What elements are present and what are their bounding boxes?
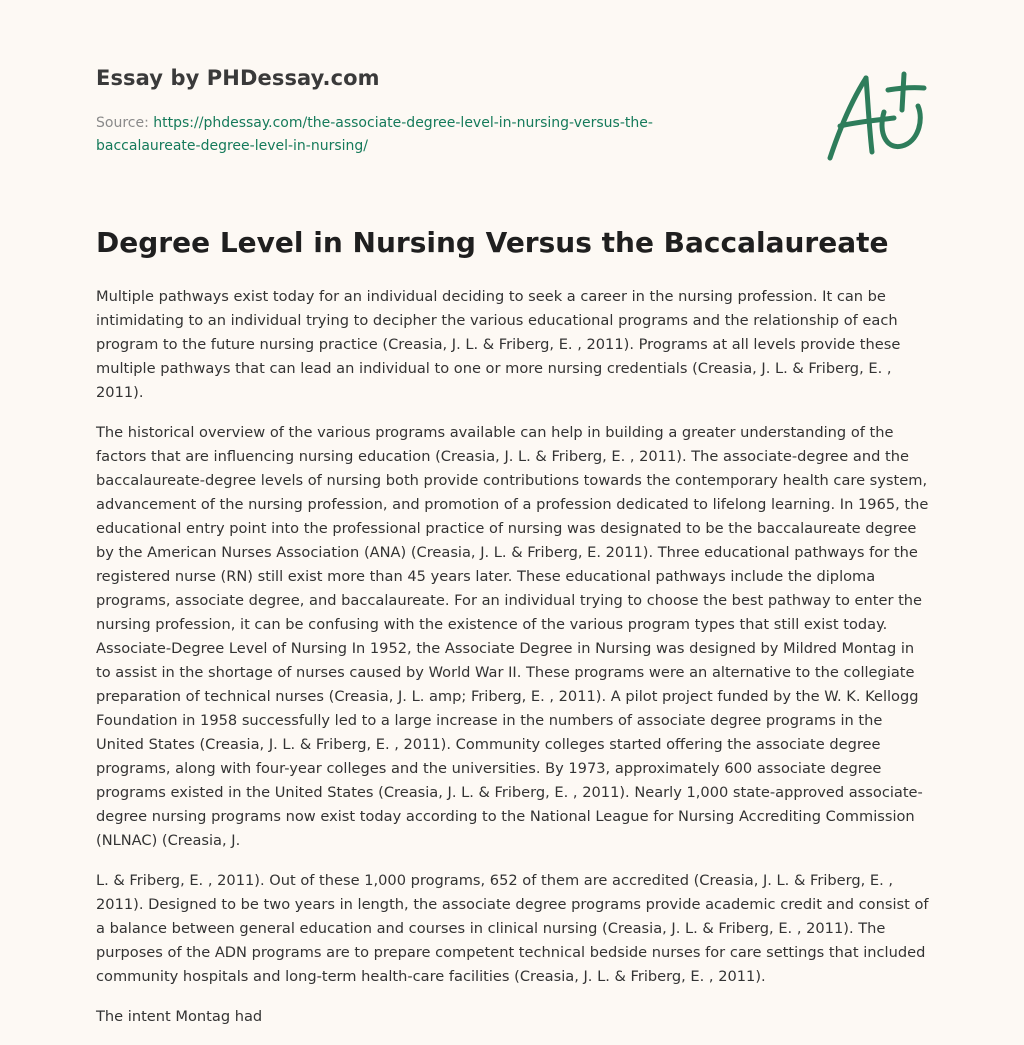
source-link[interactable]: https://phdessay.com/the-associate-degree-level-in-nursing-versus-the-baccalaureate-degree-level-in-nursing/ — [96, 115, 653, 154]
a-plus-logo-icon — [822, 66, 932, 166]
essay-body — [96, 285, 932, 1045]
paragraph: The historical overview of the various programs available can help in building a greater understanding of the factors that are influencing nursing education (Creasia, J. L. & Friberg, E. , 2011). The associate-degree and the baccalaureate-degree levels of nursing both provide contributions towards the contemporary health care system, advancement of the nursing profession, and promotion of a profession dedicated to lifelong learning. In 1965, the educational entry point into the professional practice of nursing was designated to be the baccalaureate degree by the American Nurses Association (ANA) (Creasia, J. L. & Friberg, E. 2011). Three educational pathways for the registered nurse (RN) still exist more than 45 years later. These educational pathways include the diploma programs, associate degree, and baccalaureate. For an individual trying to choose the best pathway to enter the nursing profession, it can be confusing with the existence of the various program types that still exist today. Associate-Degree Level of Nursing In 1952, the Associate Degree in Nursing was designed by Mildred Montag in to assist in the shortage of nurses caused by World War II. These programs were an alternative to the collegiate preparation of technical nurses (Creasia, J. L. amp; Friberg, E. , 2011). A pilot project funded by the W. K. Kellogg Foundation in 1958 successfully led to a large increase in the numbers of associate degree programs in the United States (Creasia, J. L. & Friberg, E. , 2011). Community colleges started offering the associate degree programs, along with four-year colleges and the universities. By 1973, approximately 600 associate degree programs existed in the United States (Creasia, J. L. & Friberg, E. , 2011). Nearly 1,000 state-approved associate-degree nursing programs now exist today according to the National League for Nursing Accrediting Commission (NLNAC) (Creasia, J. — [96, 424, 929, 849]
source-line — [96, 112, 736, 158]
paragraph: L. & Friberg, E. , 2011). Out of these 1,000 programs, 652 of them are accredited (Creasia, J. L. & Friberg, E. , 2011). Designed to be two years in length, the associate degree programs provide academic credit and consist of a balance between general education and courses in clinical nursing (Creasia, J. L. & Friberg, E. , 2011). The purposes of the ADN programs are to prepare competent technical bedside nurses for care settings that included community hospitals and long-term health-care facilities (Creasia, J. L. & Friberg, E. , 2011). — [96, 872, 929, 985]
source-label: Source: — [96, 115, 154, 131]
document-title: Degree Level in Nursing Versus the Baccalaureate — [96, 226, 889, 259]
site-title: Essay by PHDessay.com — [96, 66, 380, 90]
paragraph: Multiple pathways exist today for an individual deciding to seek a career in the nursing profession. It can be intimidating to an individual trying to decipher the various educational programs and the relationship of each program to the future nursing practice (Creasia, J. L. & Friberg, E. , 2011). Programs at all levels provide these multiple pathways that can lead an individual to one or more nursing credentials (Creasia, J. L. & Friberg, E. , 2011). — [96, 288, 901, 401]
paragraph: The intent Montag had — [96, 1008, 263, 1025]
